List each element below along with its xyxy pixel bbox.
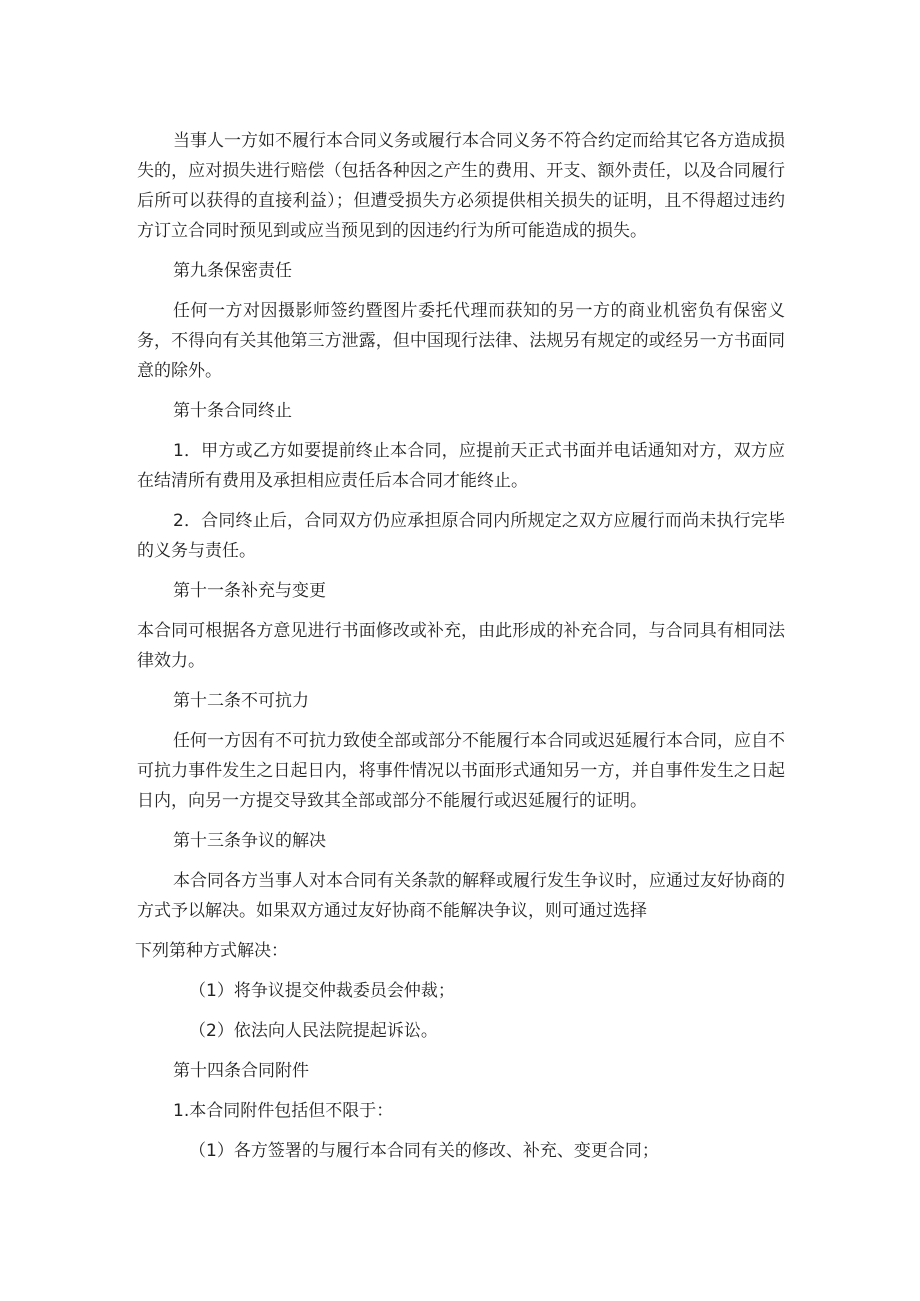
- paragraph-termination-2: 2．合同终止后，合同双方仍应承担原合同内所规定之双方应履行而尚未执行完毕的义务与责任。: [137, 511, 785, 561]
- heading-article-13: 第十三条争议的解决: [173, 831, 326, 851]
- list-item-litigation: （2）依法向人民法院提起诉讼。: [189, 1021, 438, 1041]
- heading-article-11: 第十一条补充与变更: [173, 581, 326, 601]
- paragraph-attachments: 1.本合同附件包括但不限于：: [173, 1101, 394, 1121]
- paragraph-compensation: 当事人一方如不履行本合同义务或履行本合同义务不符合约定而给其它各方造成损失的，应对损失进行赔偿（包括各种因之产生的费用、开支、额外责任，以及合同履行后所可以获得的直接利益）；但遭受损失方必须提供相关损失的证明，且不得超过违约方订立合同时预见到或应当预见到的因违约行为所可能造成的损失。: [137, 131, 785, 241]
- heading-article-10: 第十条合同终止: [173, 401, 292, 421]
- list-item-arbitration: （1）将争议提交仲裁委员会仲裁；: [189, 981, 455, 1001]
- paragraph-amendment: 本合同可根据各方意见进行书面修改或补充，由此形成的补充合同，与合同具有相同法律效力。: [137, 621, 785, 671]
- paragraph-force-majeure: 任何一方因有不可抗力致使全部或部分不能履行本合同或迟延履行本合同，应自不可抗力事件发生之日起日内，将事件情况以书面形式通知另一方，并自事件发生之日起日内，向另一方提交导致其全部或部分不能履行或迟延履行的证明。: [137, 731, 785, 811]
- heading-article-14: 第十四条合同附件: [173, 1061, 309, 1081]
- paragraph-dispute-a: 本合同各方当事人对本合同有关条款的解释或履行发生争议时，应通过友好协商的方式予以解决。如果双方通过友好协商不能解决争议，则可通过选择: [137, 871, 785, 921]
- heading-article-12: 第十二条不可抗力: [173, 691, 309, 711]
- paragraph-termination-1: 1．甲方或乙方如要提前终止本合同，应提前天正式书面并电话通知对方，双方应在结清所有费用及承担相应责任后本合同才能终止。: [137, 441, 785, 491]
- heading-article-9: 第九条保密责任: [173, 261, 292, 281]
- document-body: [137, 126, 785, 1176]
- paragraph-confidentiality: 任何一方对因摄影师签约暨图片委托代理而获知的另一方的商业机密负有保密义务，不得向有关其他第三方泄露，但中国现行法律、法规另有规定的或经另一方书面同意的除外。: [137, 301, 785, 381]
- list-item-attachment-1: （1）各方签署的与履行本合同有关的修改、补充、变更合同；: [189, 1141, 659, 1161]
- paragraph-dispute-b: 下列第种方式解决：: [135, 941, 288, 961]
